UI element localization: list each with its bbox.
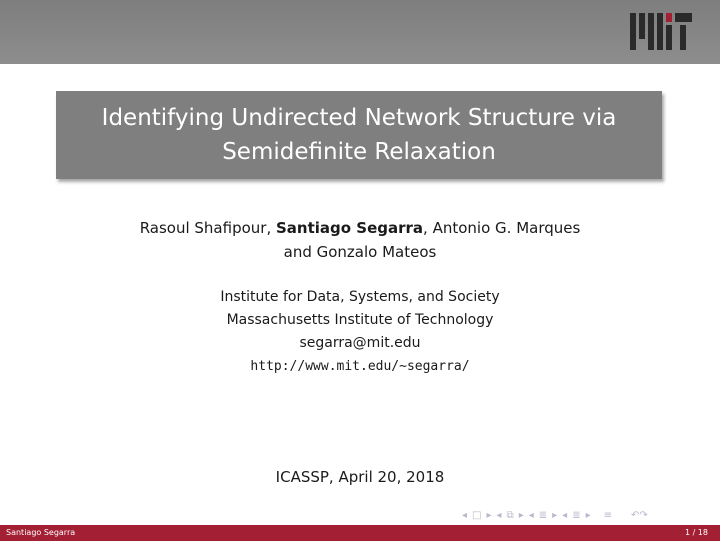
prev-icon[interactable]: ◂ — [496, 509, 502, 521]
section-icon[interactable]: ≣ — [572, 509, 581, 521]
footer-author: Santiago Segarra — [6, 528, 76, 537]
section-icon[interactable]: ≣ — [538, 509, 548, 521]
event-date: ICASSP, April 20, 2018 — [275, 468, 445, 486]
affiliation — [0, 286, 720, 378]
search-icon[interactable]: ↶↷ — [631, 509, 648, 521]
align-icon[interactable]: ≡ — [603, 509, 613, 521]
subsection-icon[interactable]: ⧉ — [506, 509, 514, 521]
homepage-url[interactable]: http://www.mit.edu/~segarra/ — [250, 359, 470, 374]
frame-icon[interactable]: □ — [472, 509, 482, 521]
authors-line-1 — [0, 216, 720, 240]
author-presenter: Santiago Segarra — [275, 219, 424, 237]
institute-line: Institute for Data, Systems, and Society — [220, 289, 500, 305]
email: segarra@mit.edu — [299, 335, 421, 351]
next-icon[interactable]: ▸ — [518, 509, 524, 521]
footer-bar — [0, 525, 720, 541]
title-line-1: Identifying Undirected Network Structure via — [101, 105, 617, 131]
author-1: Rasoul Shafipour, — [139, 219, 276, 237]
title-line-2: Semidefinite Relaxation — [222, 139, 496, 165]
beamer-navigation — [462, 508, 712, 522]
prev-icon[interactable]: ◂ — [562, 509, 568, 521]
next-icon[interactable]: ▸ — [552, 509, 558, 521]
header-bar — [0, 0, 720, 64]
page-number: 1 / 18 — [684, 528, 708, 537]
university-line: Massachusetts Institute of Technology — [226, 312, 494, 328]
mit-logo — [630, 13, 692, 50]
authors-line-2: and Gonzalo Mateos — [283, 243, 437, 261]
next-icon[interactable]: ▸ — [486, 509, 492, 521]
prev-icon[interactable]: ◂ — [462, 509, 468, 521]
title-box — [56, 91, 662, 179]
prev-icon[interactable]: ◂ — [528, 509, 534, 521]
next-icon[interactable]: ▸ — [585, 509, 591, 521]
author-3: , Antonio G. Marques — [423, 219, 581, 237]
authors — [0, 216, 720, 264]
